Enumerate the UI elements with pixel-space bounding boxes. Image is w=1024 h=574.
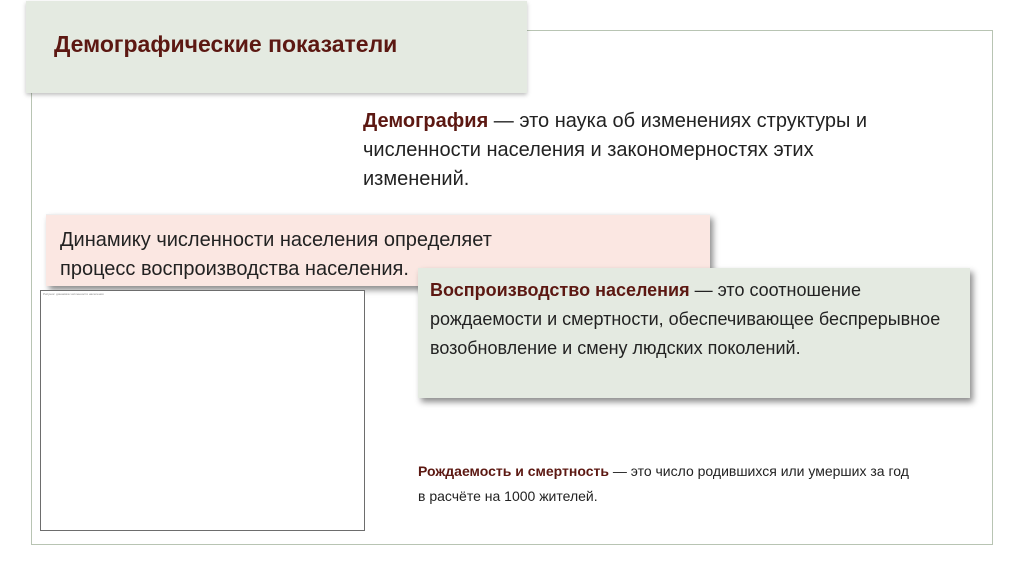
image-placeholder: [40, 290, 365, 531]
birth-death-term: Рождаемость и смертность: [418, 463, 609, 479]
demography-term: Демография: [363, 110, 489, 132]
reproduction-term: Воспроизводство населения: [430, 280, 690, 300]
page-title: Демографические показатели: [54, 31, 398, 57]
title-box: [26, 1, 527, 93]
image-placeholder-caption: Рисунок: динамика численности населения: [43, 292, 104, 296]
birth-death-definition-text: — это число родившихся или умерших за год в расчёте на 1000 жителей.: [418, 463, 909, 504]
dynamics-line-1: Динамику численности населения определяет: [60, 229, 492, 251]
birth-death-definition: [418, 459, 918, 509]
demography-definition-text: — это наука об изменениях структуры и численности населения и закономерностях этих изменений.: [363, 110, 868, 190]
reproduction-definition: [430, 276, 965, 363]
reproduction-box: [418, 268, 970, 398]
dynamics-line-2: процесс воспроизводства населения.: [60, 258, 409, 280]
reproduction-definition-text: — это соотношение рождаемости и смертности, обеспечивающее беспрерывное возобновление и смену людских поколений.: [430, 280, 941, 358]
demography-definition: [363, 107, 883, 194]
